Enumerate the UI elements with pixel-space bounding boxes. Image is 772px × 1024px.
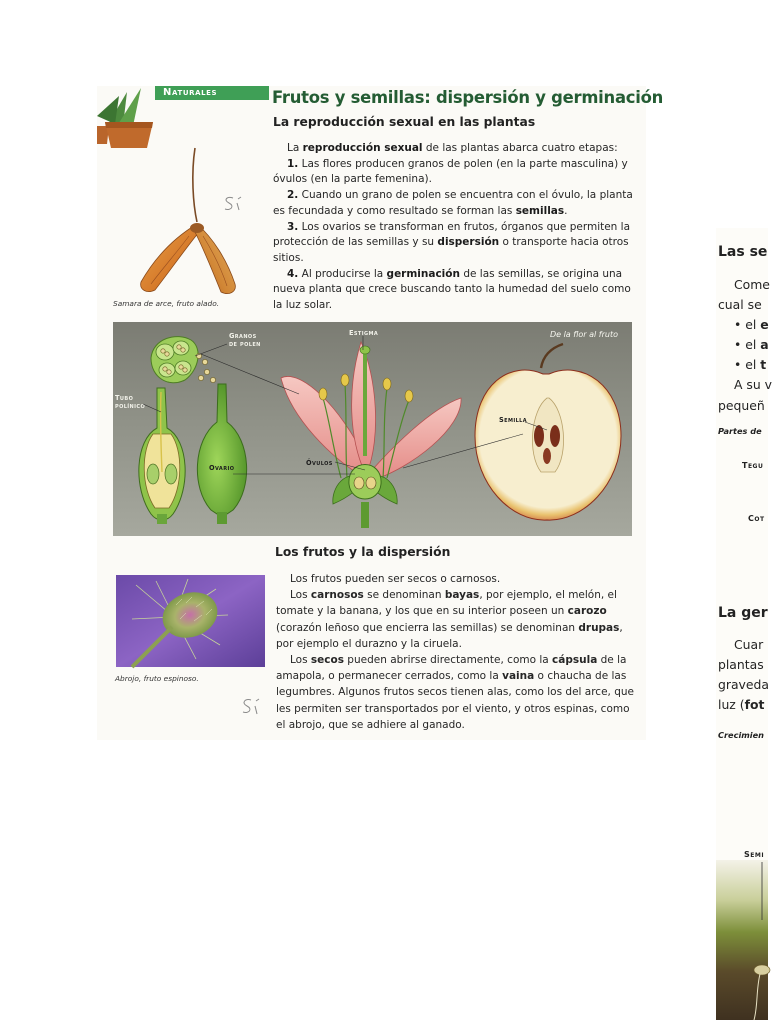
label-pollen-tube: Tubo polínico [115,394,146,410]
right-text-line: luz (fot [718,697,765,712]
right-label: Semi [744,850,765,859]
right-label: Tegu [742,461,764,470]
paragraph: Los carnosos se denominan bayas, por ejemplo, el melón, el tomate y la banana, y los que en su interior poseen un carozo (corazón leñoso que encierra las semillas) se denominan drupas, por ejemplo el durazno y la ciruela. [276,589,623,650]
teasel-photo [116,575,265,667]
label-pollen-grains: Granos de polen [229,332,261,348]
stage-1: 1. Las flores producen granos de polen (en la parte masculina) y óvulos (en la parte femenina). [273,157,628,186]
section-tab: Naturales [155,86,269,100]
paragraph: Los secos pueden abrirse directamente, como la cápsula de la amapola, o permanecer cerrados, como la vaina o chaucha de las legumbres. Algunos frutos secos tienen alas, como los del arce, que les permiten ser transportados por el viento, y otros espinas, como el abrojo, que se adhiere al ganado. [276,654,634,731]
stage-3: 3. Los ovarios se transforman en frutos, órganos que permiten la protección de las semillas y su dispersión o transporte hacia otros sitios. [273,220,631,264]
maple-samara-illustration [117,144,257,299]
stage-4: 4. Al producirse la germinación de las semillas, se origina una nueva planta que crece buscando tanto la humedad del suelo como la luz solar. [273,267,631,312]
handwritten-mark [221,194,249,214]
right-heading-seeds: Las se [718,244,768,260]
right-text-line: cual se [718,297,762,312]
right-text-line: pequeñ [718,398,765,413]
textbook-page-left [97,86,664,740]
page-title: Frutos y semillas: dispersión y germinación [272,88,664,107]
right-label: Cot [748,514,765,523]
right-text-line: Cuar [734,637,764,652]
label-ovary: Ovario [209,464,235,472]
right-text-line: plantas [718,657,764,672]
germination-photo [716,860,768,1020]
samara-caption: Samara de arce, fruto alado. [113,299,220,308]
textbook-page-right [716,228,772,1020]
section-title-fruits-dispersal: Los frutos y la dispersión [275,545,451,559]
stage-2: 2. Cuando un grano de polen se encuentra con el óvulo, la planta es fecundada y como resultado se forman las semillas. [273,189,633,217]
right-caption: Crecimien [718,730,764,740]
diagram-title: De la flor al fruto [549,330,618,339]
right-text-line: A su v [734,377,772,392]
intro-line: La reproducción sexual de las plantas abarca cuatro etapas: [287,142,618,154]
right-bullet: • el t [734,357,767,372]
intro-text-block [273,141,633,314]
teasel-caption: Abrojo, fruto espinoso. [115,674,199,683]
handwritten-mark [239,696,267,718]
right-caption: Partes de [718,426,762,436]
label-ovules: Óvulos [306,459,333,467]
label-stigma: Estigma [349,329,379,337]
potted-plant-illustration [97,86,157,150]
fruits-dispersal-text [276,571,634,733]
paragraph: Los frutos pueden ser secos o carnosos. [290,573,501,585]
right-bullet: • el a [734,337,769,352]
right-heading-germination: La ger [718,605,768,621]
diagram-leader-lines [113,322,632,536]
right-text-line: graveda [718,677,769,692]
right-text-line: Come [734,277,770,292]
label-seed: Semilla [499,416,528,424]
flower-to-fruit-diagram [113,322,632,536]
subtitle-sexual-reproduction: La reproducción sexual en las plantas [273,115,536,129]
right-bullet: • el e [734,317,769,332]
